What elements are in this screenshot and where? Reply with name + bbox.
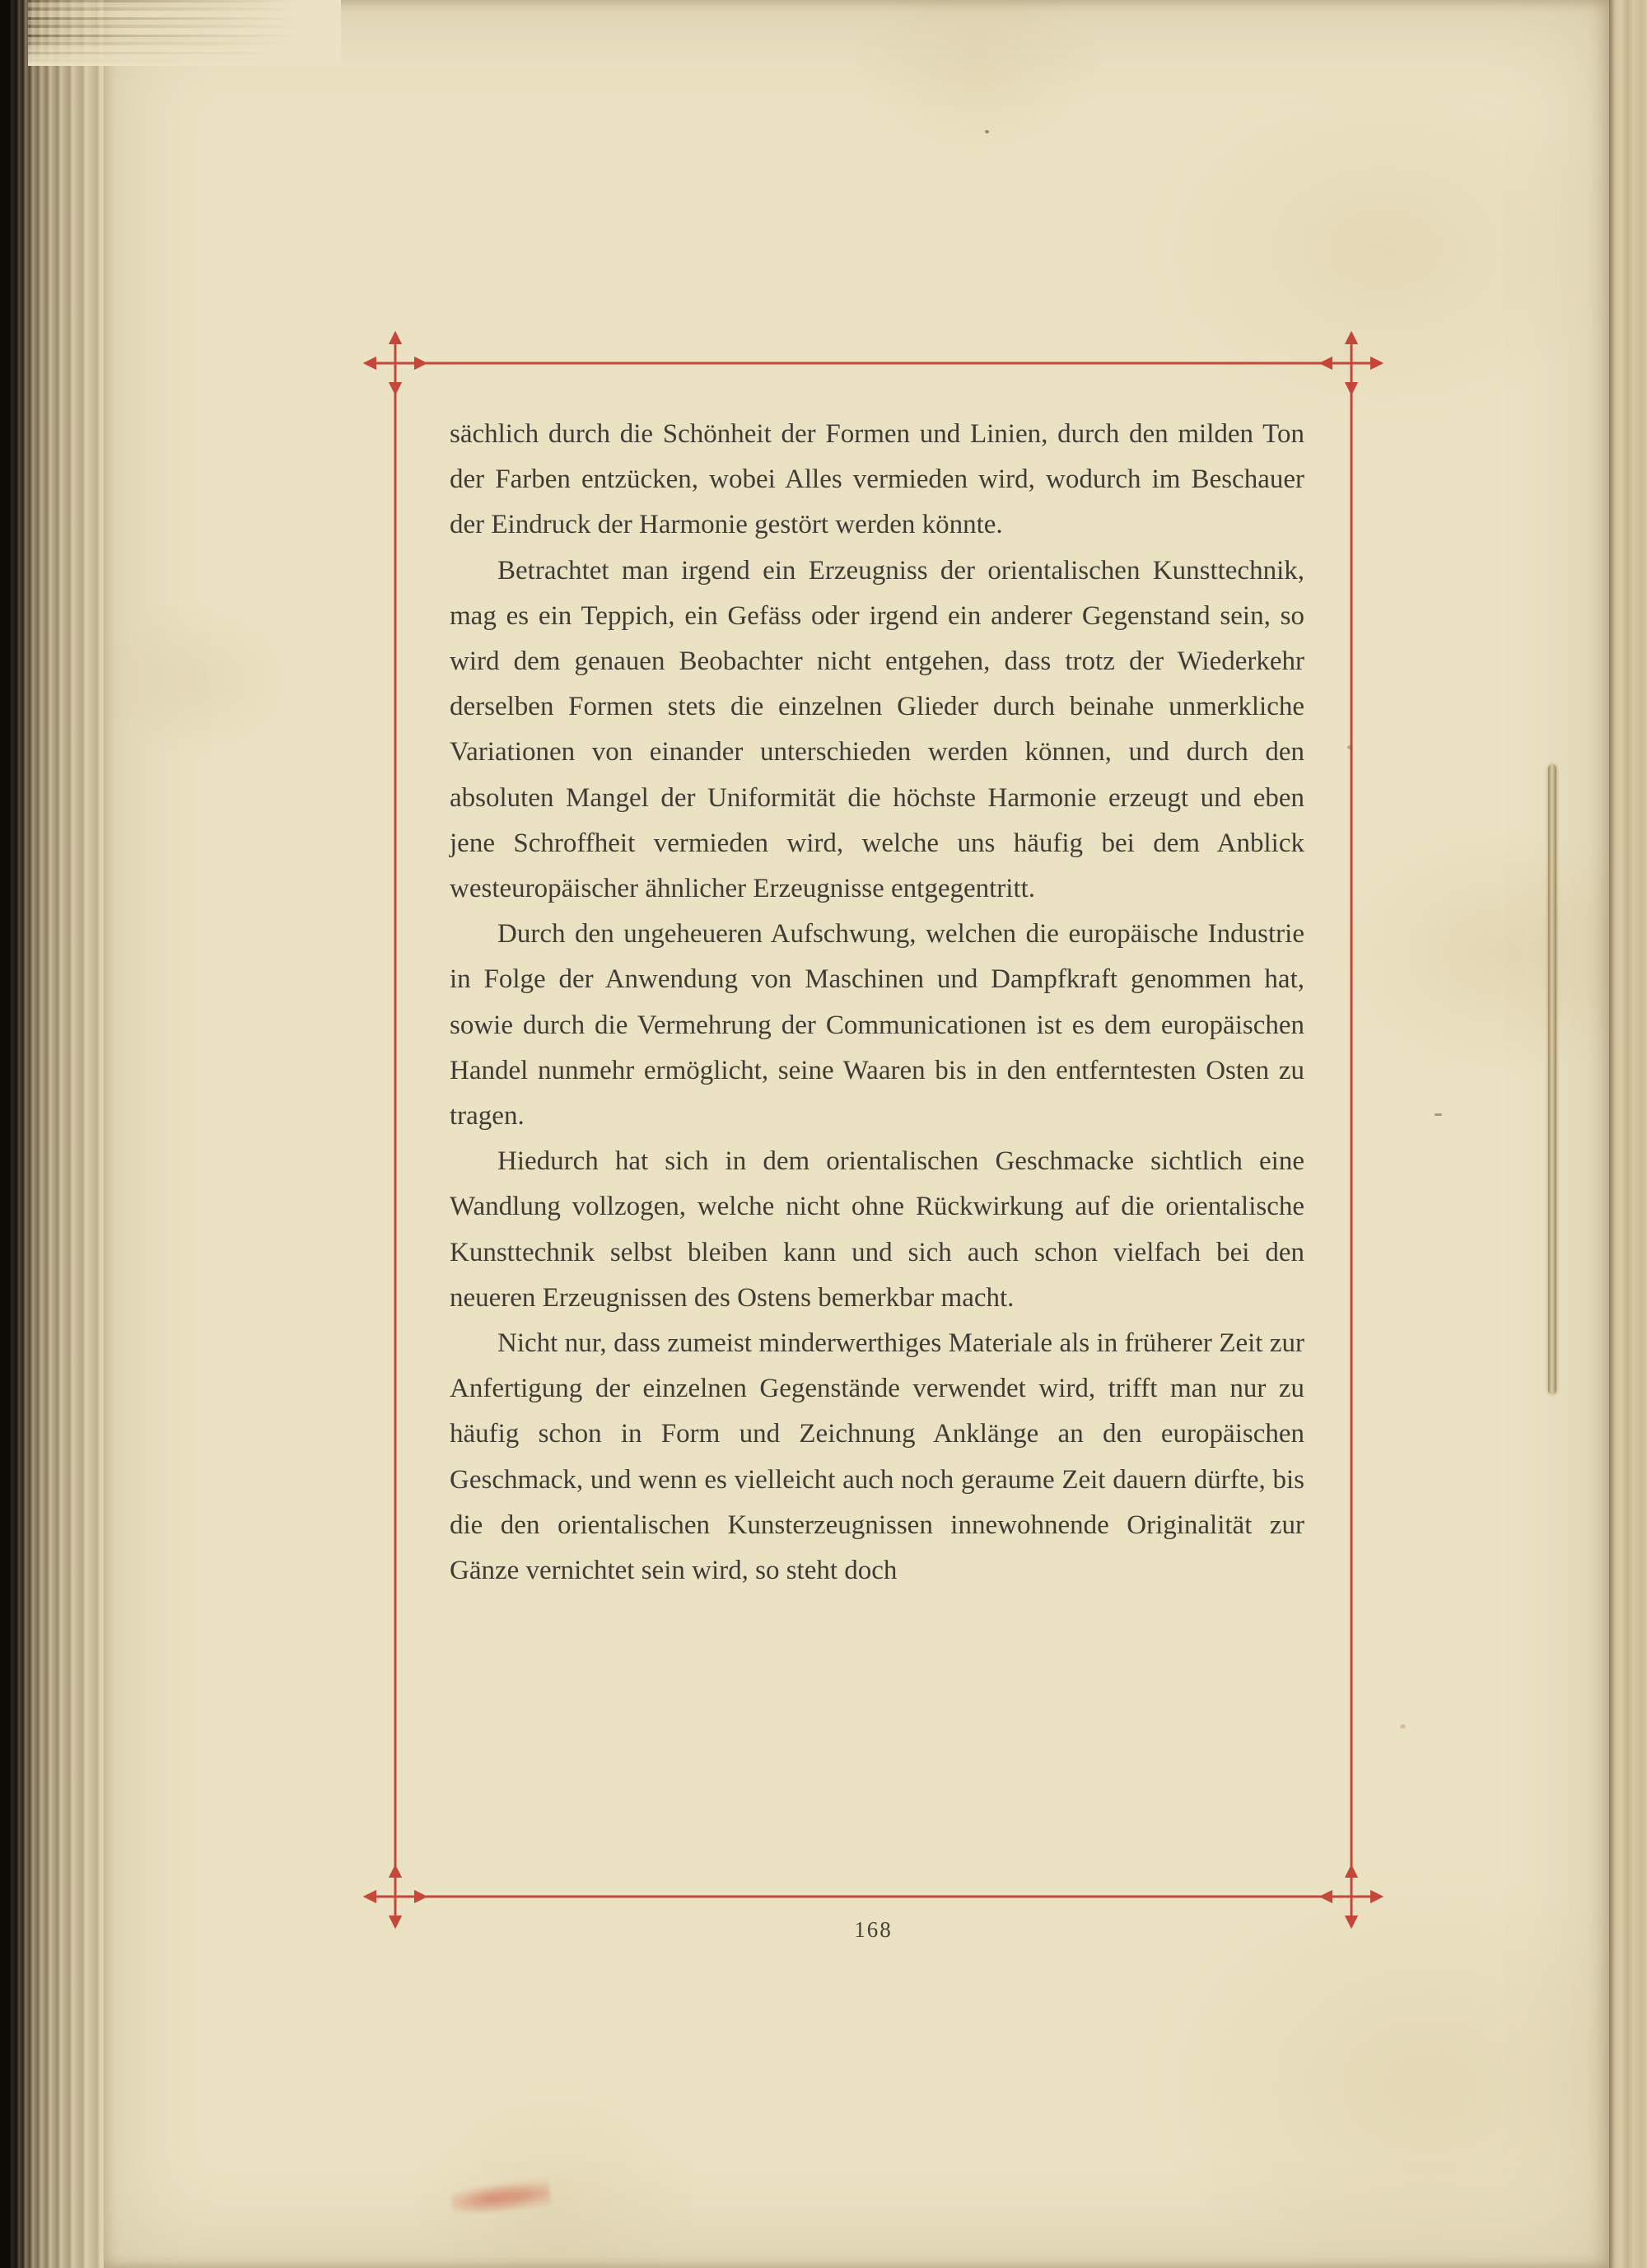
paragraph: Durch den ungeheueren Aufschwung, welchen die europäische Industrie in Folge der Anwendung von Maschinen und Dampfkraft genommen hat, sowie durch die Vermehrung der Communicationen ist es dem europäischen Handel nunmehr ermöglicht, seine Waaren bis in den entferntesten Osten zu tragen. — [450, 919, 1304, 1132]
paragraph: Hiedurch hat sich in dem orientalischen Geschmacke sichtlich eine Wandlung vollzogen, welche nicht ohne Rückwirkung auf die orientalische Kunsttechnik selbst bleiben kann und sich auch schon vielfach bei den neueren Erzeugnissen des Ostens bemerkbar macht. — [450, 1146, 1304, 1313]
paper-speck — [1435, 1113, 1442, 1116]
page-number: 168 — [854, 1917, 893, 1942]
paper-speck — [1347, 745, 1352, 749]
book-page-stack-top — [28, 0, 341, 66]
paragraph: sächlich durch die Schönheit der Formen und Linien, durch den milden Ton der Farben entzücken, wobei Alles vermieden wird, wodurch im Beschauer der Eindruck der Harmonie gestört werden könnte. — [450, 419, 1304, 540]
paragraph: Betrachtet man irgend ein Erzeugniss der orientalischen Kunsttechnik, mag es ein Teppich, ein Gefäss oder irgend ein anderer Gegenstand sein, so wird dem genauen Beobachter nicht entgehen, dass trotz der Wiederkehr derselben Formen stets die einzelnen Glieder durch beinahe unmerkliche Variationen von einander unterschieden werden können, und durch den absoluten Mangel der Uniformität die höchste Harmonie erzeugt und eben jene Schroffheit vermieden wird, welche uns häufig bei dem Anblick westeuropäischer ähnlicher Erzeugnisse entgegentritt. — [450, 555, 1304, 904]
page-text-block — [450, 412, 1304, 1594]
paper-speck — [1400, 1724, 1406, 1729]
book-page-edge-right — [1609, 0, 1647, 2268]
paper-speck — [985, 130, 989, 133]
paragraph: Nicht nur, dass zumeist minderwerthiges Materiale als in früherer Zeit zur Anfertigung der einzelnen Gegenstände verwendet wird, trifft man nur zu häufig schon in Form und Zeichnung Anklänge an den europäischen Geschmack, und wenn es vielleicht auch noch geraume Zeit dauern dürfte, bis die den orientalischen Kunsterzeugnissen innewohnende Originalität zur Gänze vernichtet sein wird, so steht doch — [450, 1328, 1304, 1586]
bookmark-ribbon — [1548, 764, 1556, 1394]
